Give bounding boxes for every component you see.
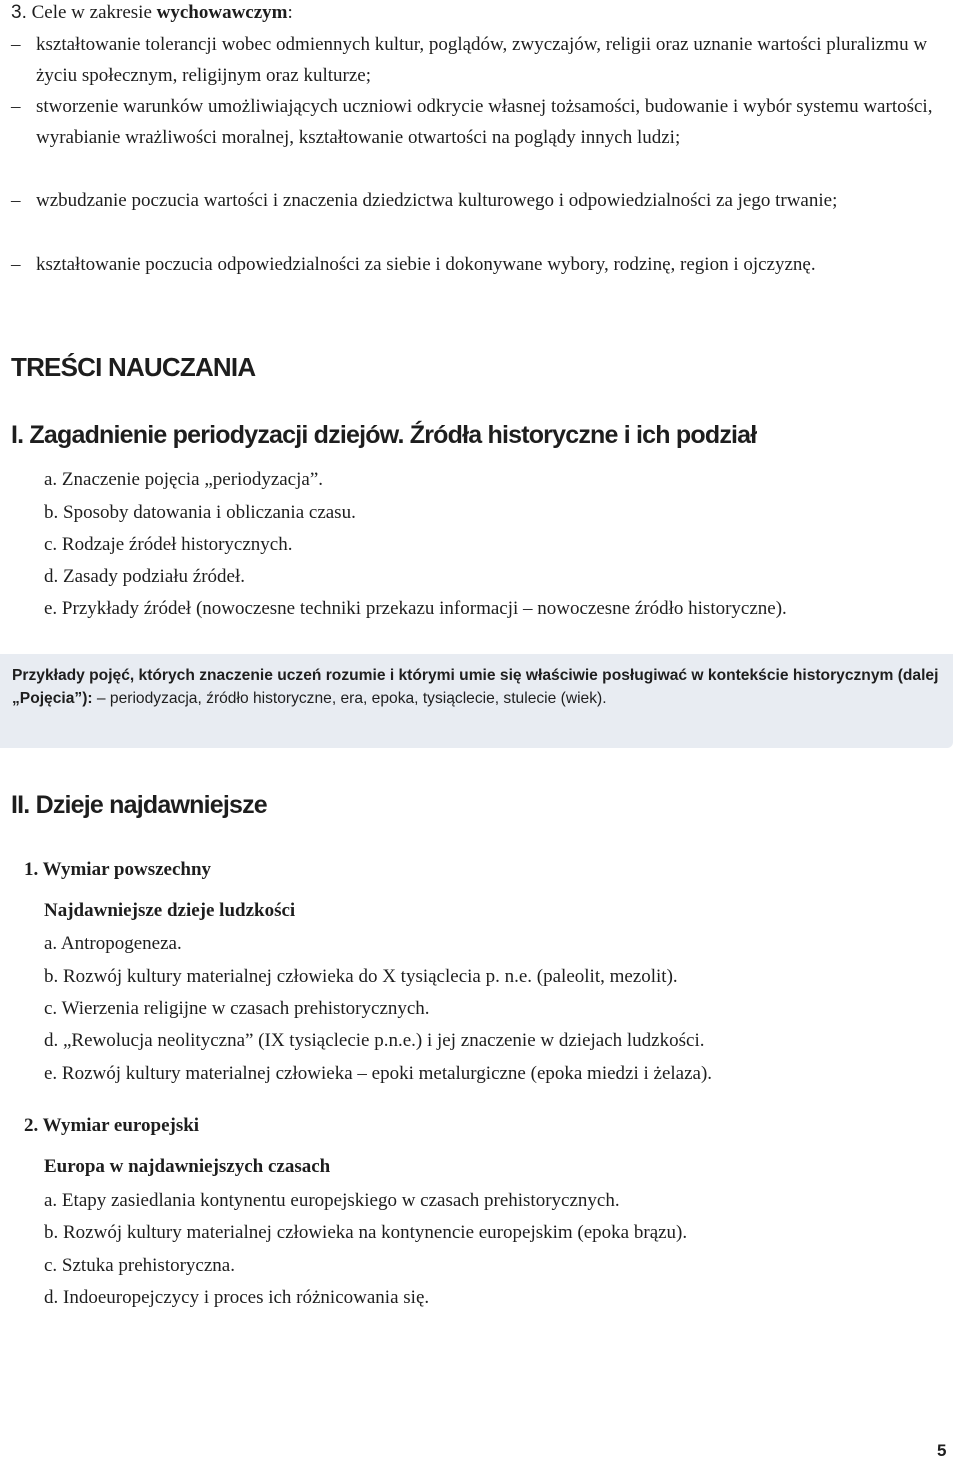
concepts-box [0,654,953,748]
concepts-bold-text: Przykłady pojęć, których znaczenie uczeń rozumie i którymi umie się właściwie posługiwać w kontekście historycznym (dalej „Pojęcia”): [12,667,939,707]
subsection-1-item: d. „Rewolucja neolityczna” (IX tysiąclecie p.n.e.) i jej znaczenie w dziejach ludzkości. [44,1030,705,1051]
dash-bullet: – [11,34,21,55]
subsection-2-item: d. Indoeuropejczycy i proces ich różnicowania się. [44,1287,430,1308]
subsection-number: 1. [24,859,39,880]
content-heading: TREŚCI NAUCZANIA [11,352,256,382]
goal-item [11,29,949,91]
goal-item-text: kształtowanie poczucia odpowiedzialności za siebie i dokonywane wybory, rodzinę, region i ojczyznę. [36,254,816,275]
subsection-2-item: c. Sztuka prehistoryczna. [44,1255,235,1276]
goal-item [11,249,949,280]
dash-bullet: – [11,96,21,117]
goal-item [11,91,949,153]
concepts-regular-text: – periodyzacja, źródło historyczne, era, epoka, tysiąclecie, stulecie (wiek). [92,690,607,707]
subsection-1-topic: Najdawniejsze dzieje ludzkości [44,900,296,921]
subsection-2-heading [24,1111,199,1141]
concepts-text [12,664,946,710]
goal-item [11,185,949,216]
subsection-1-item: a. Antropogeneza. [44,933,182,954]
goal-item-text: wzbudzanie poczucia wartości i znaczenia dziedzictwa kulturowego i odpowiedzialności za jego trwanie; [36,190,838,211]
subsection-number: 2. [24,1115,39,1136]
section-1-item: a. Znaczenie pojęcia „periodyzacja”. [44,469,324,490]
goal-item-text: stworzenie warunków umożliwiających uczniowi odkrycie własnej tożsamości, budowanie i wybór systemu wartości, wyrabianie wrażliwości moralnej, kształtowanie otwartości na poglądy innych ludzi; [36,96,933,148]
section-2-title: II. Dzieje najdawniejsze [11,791,267,819]
goals-heading [11,0,293,28]
page-number: 5 [937,1441,947,1460]
subsection-label: Wymiar europejski [42,1115,200,1136]
dash-bullet: – [11,254,21,275]
dash-bullet: – [11,190,21,211]
section-1-title: I. Zagadnienie periodyzacji dziejów. Źródła historyczne i ich podział [11,421,757,449]
subsection-1-item: b. Rozwój kultury materialnej człowieka do X tysiąclecia p. n.e. (paleolit, mezolit). [44,966,678,987]
section-1-item: c. Rodzaje źródeł historycznych. [44,534,293,555]
subsection-1-heading [24,855,211,885]
subsection-2-item: b. Rozwój kultury materialnej człowieka na kontynencie europejskim (epoka brązu). [44,1222,688,1243]
subsection-1-item: c. Wierzenia religijne w czasach prehistorycznych. [44,998,430,1019]
section-1-item: d. Zasady podziału źródeł. [44,566,246,587]
subsection-2-topic: Europa w najdawniejszych czasach [44,1156,331,1177]
section-1-item: e. Przykłady źródeł (nowoczesne techniki przekazu informacji – nowoczesne źródło historyczne). [44,598,787,619]
subsection-2-item: a. Etapy zasiedlania kontynentu europejskiego w czasach prehistorycznych. [44,1190,620,1211]
goals-number: 3. [11,2,27,23]
goals-label-bold: wychowawczym [156,2,288,23]
goals-label-prefix: Cele w zakresie [31,2,152,23]
subsection-label: Wymiar powszechny [42,859,212,880]
goal-item-text: kształtowanie tolerancji wobec odmiennych kultur, poglądów, zwyczajów, religii oraz uznanie wartości pluralizmu w życiu społecznym, religijnym oraz kulturze; [36,34,928,86]
subsection-1-item: e. Rozwój kultury materialnej człowieka – epoki metalurgiczne (epoka miedzi i żelaza). [44,1063,713,1084]
section-1-item: b. Sposoby datowania i obliczania czasu. [44,502,356,523]
goals-label-suffix: : [287,2,293,23]
